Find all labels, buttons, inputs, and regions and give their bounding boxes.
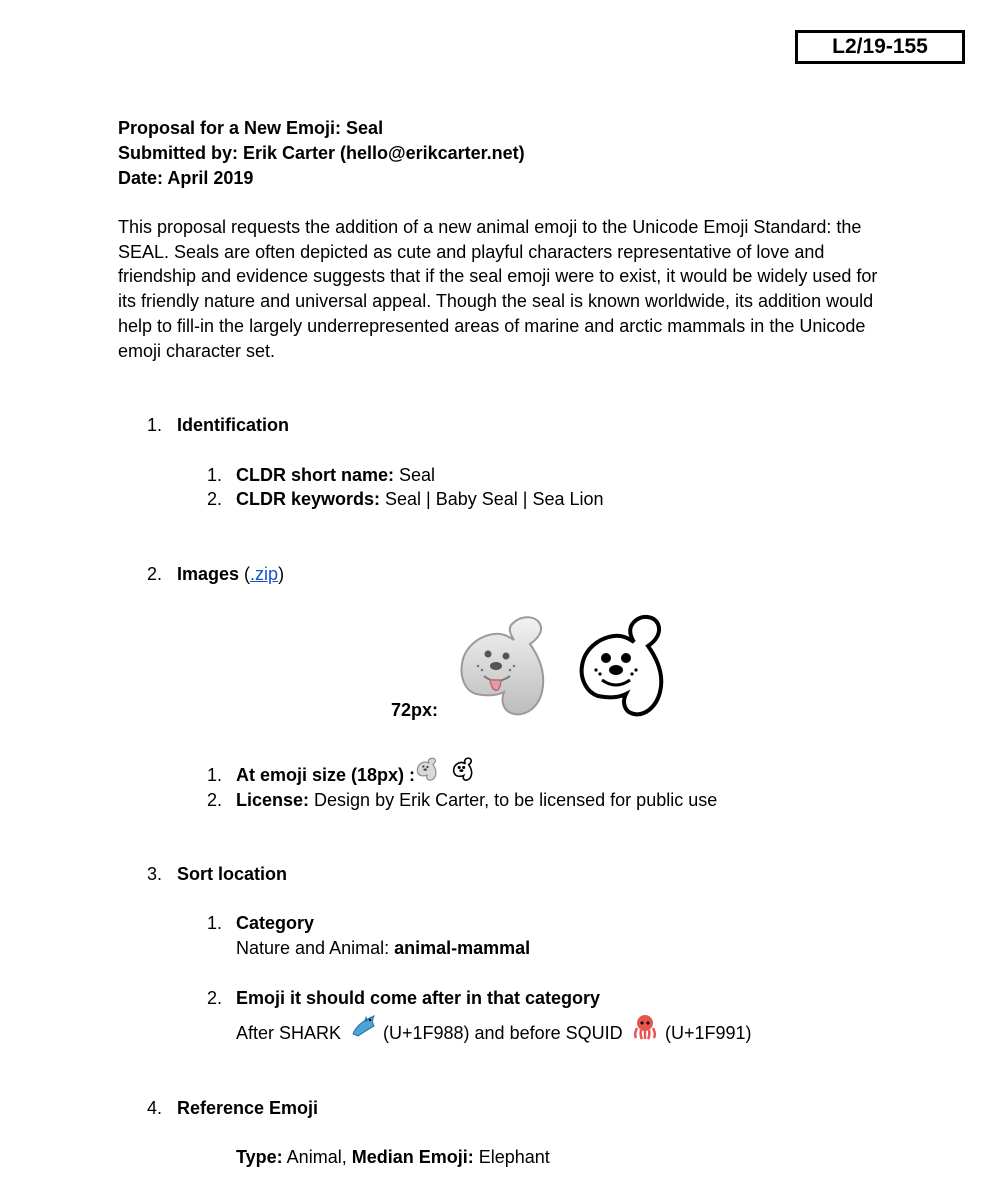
type-value: Animal,	[282, 1147, 352, 1167]
intro-paragraph	[118, 215, 898, 363]
item-number: 2.	[207, 988, 223, 1008]
after-label: Emoji it should come after in that category	[236, 988, 601, 1008]
category-name: animal-mammal	[394, 938, 531, 958]
section-title-images	[177, 562, 284, 587]
link-paren-close: )	[278, 564, 285, 584]
link-paren-open: (	[239, 564, 251, 584]
license-label: License:	[236, 790, 310, 810]
intro-line: This proposal requests the addition of a new animal emoji to the Unicode Emoji Standard: the	[118, 217, 862, 237]
cldr-keywords	[236, 487, 604, 512]
item-number: 1.	[207, 465, 223, 485]
seal-color-small-icon	[416, 757, 438, 781]
seal-color-icon	[456, 612, 552, 718]
intro-line: help to fill-in the largely underrepresented areas of marine and arctic mammals in the Unicode	[118, 315, 866, 336]
median-value: Elephant	[473, 1147, 550, 1167]
zip-link[interactable]: .zip	[250, 564, 279, 584]
shark-code: (U+1F988) and before SQUID	[383, 1023, 623, 1043]
section-title-reference: Reference Emoji	[177, 1098, 319, 1118]
item-number: 1.	[207, 913, 223, 933]
proposal-title: Proposal for a New Emoji: Seal	[118, 118, 384, 138]
type-label: Type:	[236, 1147, 283, 1167]
category-value	[236, 936, 530, 961]
seal-outline-small-icon	[452, 757, 474, 781]
section-number: 2.	[147, 564, 163, 584]
category-label: Category	[236, 913, 315, 933]
octopus-icon	[631, 1012, 659, 1040]
emoji-size-label: At emoji size (18px) :	[236, 765, 416, 785]
images-title: Images	[177, 564, 240, 584]
cldr-short-name-label: CLDR short name:	[236, 465, 395, 485]
intro-line: SEAL. Seals are often depicted as cute and playful characters representative of love and	[118, 241, 825, 262]
item-number: 1.	[207, 765, 223, 785]
item-number: 2.	[207, 790, 223, 810]
cldr-keywords-value: Seal | Baby Seal | Sea Lion	[380, 489, 604, 509]
document-number: L2/19-155	[795, 30, 965, 64]
category-text: Nature and Animal:	[236, 938, 395, 958]
section-title-sort: Sort location	[177, 864, 288, 884]
shark-icon	[350, 1012, 378, 1040]
cldr-short-name-value: Seal	[394, 465, 436, 485]
section-number: 4.	[147, 1098, 163, 1118]
license-value: Design by Erik Carter, to be licensed for public use	[309, 790, 718, 810]
item-number: 2.	[207, 489, 223, 509]
seal-outline-icon	[576, 612, 670, 718]
intro-line: emoji character set.	[118, 340, 276, 361]
size-label-72px: 72px:	[391, 700, 439, 720]
license	[236, 788, 717, 813]
reference-type	[236, 1145, 550, 1170]
section-title-identification: Identification	[177, 415, 289, 435]
cldr-keywords-label: CLDR keywords:	[236, 489, 381, 509]
submitted-by: Submitted by: Erik Carter (hello@erikcarter.net)	[118, 143, 525, 163]
cldr-short-name	[236, 463, 435, 488]
intro-line: friendship and evidence suggests that if the seal emoji were to exist, it would be widely used for	[118, 266, 878, 287]
squid-code: (U+1F991)	[665, 1023, 752, 1043]
median-label: Median Emoji:	[351, 1147, 474, 1167]
proposal-date: Date: April 2019	[118, 168, 254, 188]
after-text: After SHARK	[236, 1023, 342, 1043]
section-number: 1.	[147, 415, 163, 435]
section-number: 3.	[147, 864, 163, 884]
intro-line: its friendly nature and universal appeal. Though the seal is known worldwide, its addition would	[118, 291, 874, 312]
